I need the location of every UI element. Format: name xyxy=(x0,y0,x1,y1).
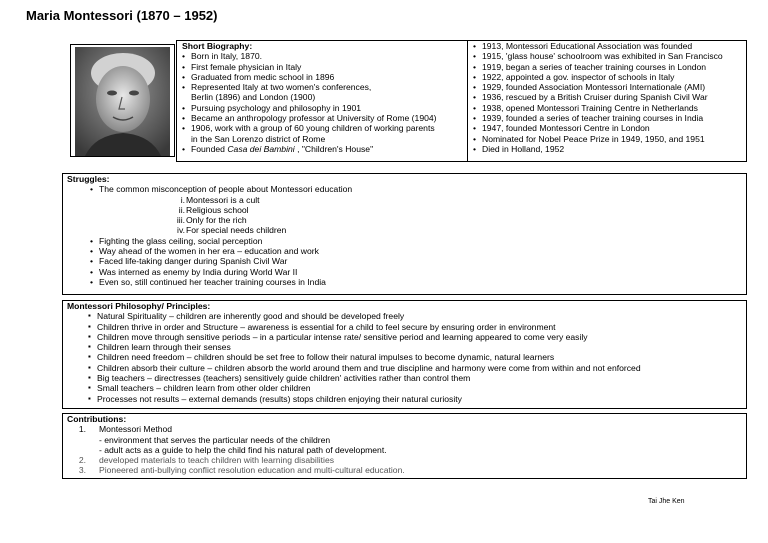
struggles-heading: Struggles: xyxy=(67,174,110,184)
list-item: ▪ Children move through sensitive periods – in a particular intense rate/ sensitive period and learning appeared to come very easily xyxy=(88,332,746,342)
portrait-icon xyxy=(75,47,170,156)
list-item: • Even so, still continued her teacher training courses in India xyxy=(90,277,746,287)
list-item: ▪ Natural Spirituality – children are inherently good and should be developed freely xyxy=(88,311,746,321)
roman-list-item: iii. Only for the rich xyxy=(176,215,247,226)
list-item: • Became an anthropology professor at University of Rome (1904) xyxy=(182,113,467,123)
list-item: • Founded Casa dei Bambini , "Children's House" xyxy=(182,144,467,154)
list-item: ▪ Children need freedom – children should be set free to follow their natural impulses to become dynamic, natural learners xyxy=(88,352,746,362)
timeline-item: • Nominated for Nobel Peace Prize in 1949, 1950, and 1951 xyxy=(473,134,746,144)
biography-box xyxy=(176,40,468,162)
biography-heading: Short Biography: xyxy=(182,41,253,51)
list-item: 1. Montessori Method xyxy=(78,424,173,435)
timeline-item: • 1936, rescued by a British Cruiser during Spanish Civil War xyxy=(473,92,746,102)
timeline-item: • 1913, Montessori Educational Association was founded xyxy=(473,41,746,51)
contributions-heading: Contributions: xyxy=(67,414,127,424)
timeline-item: • 1929, founded Association Montessori Internationale (AMI) xyxy=(473,82,746,92)
list-item: 3. Pioneered anti-bullying conflict resolution education and multi-cultural education. xyxy=(78,465,405,476)
struggles-box xyxy=(62,173,747,295)
author-signature: Tai Jhe Ken xyxy=(648,498,685,505)
timeline-item: • Died in Holland, 1952 xyxy=(473,144,746,154)
list-item: • Born in Italy, 1870. xyxy=(182,51,467,61)
list-item: ▪ Children thrive in order and Structure – awareness is essential for a child to feel secure by ensuring order in environment xyxy=(88,322,746,332)
timeline-item: • 1939, founded a series of teacher training courses in India xyxy=(473,113,746,123)
sub-item: - adult acts as a guide to help the child find his natural path of development. xyxy=(99,444,387,455)
timeline-item: • 1915, 'glass house' schoolroom was exhibited in San Francisco xyxy=(473,51,746,61)
list-item: • Was interned as enemy by India during World War II xyxy=(90,267,746,277)
list-item: ▪ Children absorb their culture – children absorb the world around them and true discipline and harmony were come from within and not enforced xyxy=(88,363,746,373)
list-item: • First female physician in Italy xyxy=(182,62,467,72)
roman-list-item: ii. Religious school xyxy=(178,204,249,215)
list-item: ▪ Processes not results – external demands (results) stops children enjoying their natural curiosity xyxy=(88,394,746,404)
list-item: ▪ Small teachers – children learn from other older children xyxy=(88,383,746,393)
timeline-item: • 1947, founded Montessori Centre in London xyxy=(473,123,746,133)
page-title: Maria Montessori (1870 – 1952) xyxy=(26,8,218,23)
timeline-item: • 1922, appointed a gov. inspector of schools in Italy xyxy=(473,72,746,82)
roman-list-item: i. Montessori is a cult xyxy=(180,194,260,205)
contributions-box xyxy=(62,413,747,479)
timeline-item: • 1919, began a series of teacher training courses in London xyxy=(473,62,746,72)
list-item: ▪ Big teachers – directresses (teachers) sensitively guide children' activities rather than control them xyxy=(88,373,746,383)
philosophy-heading: Montessori Philosophy/ Principles: xyxy=(67,301,211,311)
list-item: • Faced life-taking danger during Spanish Civil War xyxy=(90,256,746,266)
list-item: • 1906, work with a group of 60 young children of working parents in the San Lorenzo district of Rome xyxy=(182,123,467,144)
list-item: 2. developed materials to teach children with learning disabilities xyxy=(78,455,335,466)
timeline-item: • 1938, opened Montessori Training Centre in Netherlands xyxy=(473,103,746,113)
list-item: • Fighting the glass ceiling, social perception xyxy=(90,236,746,246)
list-item: • The common misconception of people about Montessori education xyxy=(90,184,746,194)
roman-list-item: iv. For special needs children xyxy=(177,225,287,236)
list-item: • Graduated from medic school in 1896 xyxy=(182,72,467,82)
sub-item: - environment that serves the particular needs of the children xyxy=(99,434,331,445)
list-item: ▪ Children learn through their senses xyxy=(88,342,746,352)
philosophy-box xyxy=(62,300,747,409)
portrait-photo xyxy=(70,44,175,157)
timeline-box xyxy=(467,40,747,162)
list-item: • Way ahead of the women in her era – education and work xyxy=(90,246,746,256)
list-item: • Pursuing psychology and philosophy in 1901 xyxy=(182,103,467,113)
list-item: • Represented Italy at two women's conferences, Berlin (1896) and London (1900) xyxy=(182,82,467,103)
